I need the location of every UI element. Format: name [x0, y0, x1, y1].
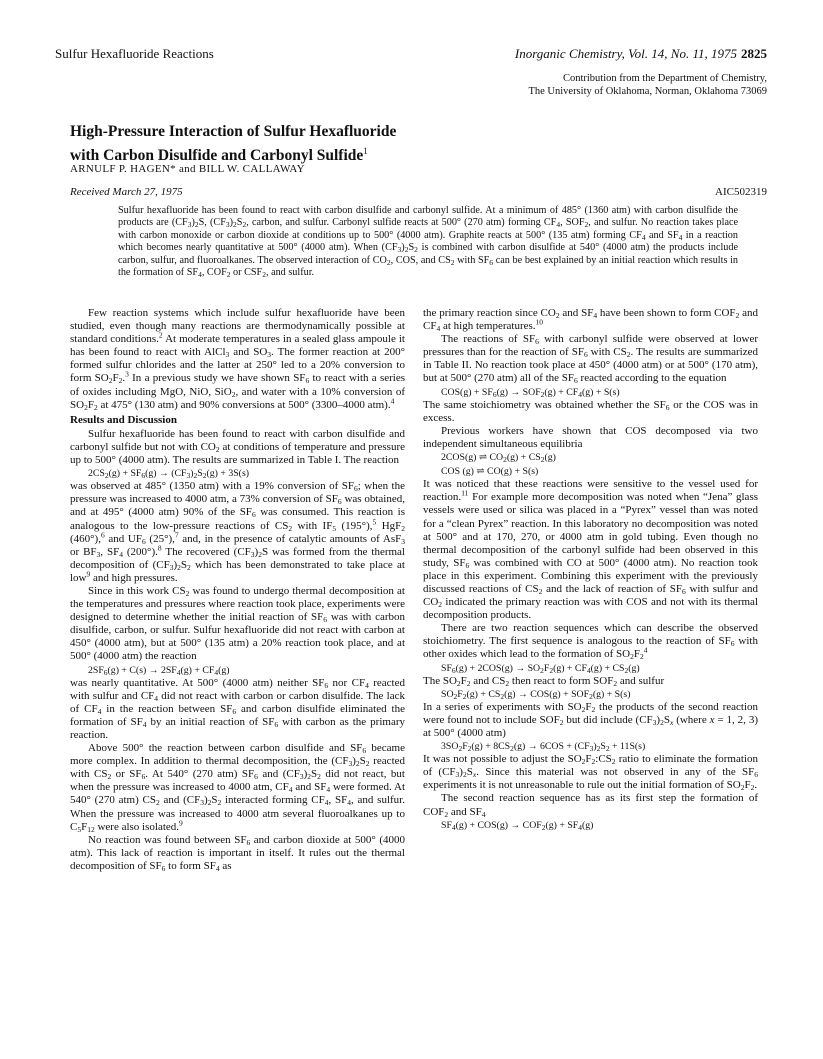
- paragraph: was nearly quantitative. At 500° (4000 atm) neither $SF_6$ nor $CF_4$ reacted with sulfur and $CF_4$ did not react with carbon or carbon disulfide. The lack of $CF_4$ in the reaction between $SF_6$ and carbon disulfide eliminated the formation of $SF_4$ by an initial reaction of $SF_6$ with carbon as the primary reaction.: [70, 676, 406, 741]
- paragraph: The reactions of $SF_6$ with carbonyl sulfide were observed at lower pressures than for the reaction of $SF_6$ with $CS_2$. The results are summarized in Table II. No reaction took place at 450° (4000 atm) or at 500° (170 atm), but at 500° (270 atm) all of the $SF_6$ reacted according to the equation: [423, 333, 759, 386]
- left-column: [70, 307, 405, 873]
- paragraph: The $SO_2F_2$ and $CS_2$ then react to form $SOF_2$ and sulfur: [423, 674, 665, 688]
- right-column: [423, 307, 758, 832]
- title-line-2: [70, 142, 510, 166]
- title-line-2-text: with Carbon Disulfide and Carbonyl Sulfide: [70, 146, 364, 164]
- journal-citation: [515, 46, 767, 62]
- equation: $SF_4(g) + COS(g) \to COF_2(g) + SF_4(g)$: [441, 819, 594, 832]
- title-footnote-ref: 1: [363, 145, 368, 156]
- paragraph: There are two reaction sequences which can describe the observed stoichiometry. The first sequence is analogous to the reaction of $SF_6$ with other oxides which lead to the formation of $SO_2F_2^4$: [423, 622, 758, 662]
- paragraph: Since in this work $CS_2$ was found to undergo thermal decomposition at the temperatures and pressures where reaction took place, experiments were designed to determine whether the initial reaction of $SF_6$ was with carbon disulfide, carbon, or sulfur. Sulfur hexafluoride did not react with carbon at 450° (4000 atm), but at 500° (135 atm) a 20% reaction took place, and at 500° (4000 atm) the reaction: [70, 584, 405, 663]
- equation: $3SO_2F_2(g) + 8CS_2(g) \to 6COS + (CF_3)_2S_2 + 11S(s)$: [441, 741, 646, 754]
- paragraph: Previous workers have shown that COS decomposed via two independent simultaneous equilibria: [423, 424, 758, 450]
- equation: COS (g) ⇌ CO(g) + S(s): [441, 466, 539, 478]
- equation: $SF_6(g) + 2COS(g) \to SO_2F_2(g) + CF_4(g) + CS_2(g)$: [441, 662, 640, 675]
- paragraph: The same stoichiometry was obtained whether the $SF_6$ or the COS was in excess.: [423, 398, 758, 424]
- equation: $COS(g) + SF_6(g) \to SOF_2(g) + CF_4(g) + S(s)$: [441, 386, 620, 399]
- paragraph: Few reaction systems which include sulfur hexafluoride have been studied, even though many reactions are thermodynamically possible at standard conditions.$^2$ At moderate temperatures in a sealed glass ampoule it has been found to react with AlCl$_3$ and $SO_3$. The former reaction at 200° formed sulfur chlorides and the latter at 250° led to a 20% conversion to form $SO_2F_2.^3$ In a previous study we have shown $SF_6$ to react with a series of oxides including MgO, NiO, SiO$_2$, and water with a 10% conversion of $SO_2F_2$ at 475° (130 atm) and 90% conversions at 500° (3300–4000 atm).$^4$: [70, 307, 405, 412]
- paragraph: The second reaction sequence has as its first step the formation of $COF_2$ and $SF_4$: [423, 792, 758, 819]
- paragraph: the primary reaction since $CO_2$ and $SF_4$ have been shown to form $COF_2$ and $CF_4$ at high temperatures.$^{10}$: [423, 307, 758, 334]
- equation: 2COS(g) ⇌ $CO_2(g) + CS_2(g)$: [441, 452, 556, 465]
- paragraph: was observed at 485° (1350 atm) with a 19% conversion of $SF_6$; when the pressure was increased to 4000 atm, a 73% conversion of $SF_6$ was obtained, and at 495° (4000 atm) 90% of the $SF_6$ was consumed. This reaction is analogous to the low-pressure reactions of $CS_2$ with $IF_5$ (195°),$^5$ HgF$_2$ (460°),$^6$ and $UF_6$ (25°),$^7$ and, in the presence of catalytic amounts of AsF$_3$ or $BF_3$, $SF_4$ (200°).$^8$ The recovered $(CF_3)_2S$ was formed from the thermal decomposition of $(CF_3)_2S_2$ which has been demonstrated to take place at low$^9$ and high pressures.: [70, 480, 406, 584]
- page-number: 2825: [741, 46, 767, 61]
- paragraph: It was not possible to adjust the $SO_2F_2:CS_2$ ratio to eliminate the formation of $(CF_3)_2S_x$. Since this material was not observed in any of the $SF_6$ experiments it is not unreasonable to rule out the initial formation of $SO_2F_2$.: [423, 753, 759, 793]
- paragraph: Sulfur hexafluoride has been found to react with carbon disulfide and carbonyl sulfide but not with $CO_2$ at conditions of temperature and pressure up to 500° (4000 atm). The results are summarized in Table I. The reaction: [70, 427, 406, 467]
- title-line-1: High-Pressure Interaction of Sulfur Hexafluoride: [70, 123, 397, 140]
- paragraph: In a series of experiments with $SO_2F_2$ the products of the second reaction were found not to include $SOF_2$ but did include $(CF_3)_2S_x$ (where x = 1, 2, 3) at 500° (4000 atm): [423, 700, 758, 739]
- abstract: Sulfur hexafluoride has been found to react with carbon disulfide and carbonyl sulfide. At a minimum of 485° (1360 atm) with carbon disulfide the products are $(CF_3)_2S$, $(CF_3)_2S_2$, carbon, and sulfur. Carbonyl sulfide reacts at 500° (270 atm) forming $CF_4$, $SOF_2$, and sulfur. No reaction takes place with carbon monoxide or carbon dioxide at conditions up to 500° (4000 atm). Graphite reacts at 500° (135 atm) forming $CF_4$ and $SF_4$ in a reaction which becomes nearly quantitative at 500° (4000 atm). When $(CF_3)_2S_2$ is combined with carbon disulfide at 540° (4000 atm) the products include carbon, sulfur, and fluoroalkanes. The observed interaction of $CO_2$, COS, and $CS_2$ with $SF_6$ can be best explained by an initial reaction which results in the formation of $SF_4$, $COF_2$ or $CSF_2$, and sulfur.: [118, 205, 739, 280]
- contribution-line-2: The University of Oklahoma, Norman, Oklahoma 73069: [528, 85, 767, 97]
- section-heading: Results and Discussion: [70, 413, 177, 426]
- paragraph: Above 500° the reaction between carbon disulfide and $SF_6$ became more complex. In addition to thermal decomposition, the $(CF_3)_2S_2$ reacted with $CS_2$ or $SF_6$. At 540° (270 atm) $SF_6$ and $(CF_3)_2S_2$ did not react, but when the pressure was increased to 4000 atm, $CF_4$ and $SF_4$ were formed. At 540° (270 atm) $CS_2$ and $(CF_3)_2S_2$ interacted forming $CF_4$, $SF_4$, and sulfur. When the pressure was increased to 4000 atm several fluoroalkanes up to $C_5F_{12}$ were also isolated.$^9$: [70, 742, 406, 834]
- contribution-line-1: Contribution from the Department of Chemistry,: [562, 73, 767, 84]
- equation: $SO_2F_2(g) + CS_2(g) \to COS(g) + SOF_2(g) + S(s)$: [441, 688, 631, 701]
- equation: $2SF_6(g) + C(s) \to 2SF_4(g) + CF_4(g)$: [88, 664, 230, 677]
- running-head-title: Sulfur Hexafluoride Reactions: [55, 46, 214, 61]
- equation: $2CS_2(g) + SF_6(g) \to (CF_3)_2S_2(g) + 3S(s)$: [88, 468, 250, 481]
- received-date: Received March 27, 1975: [70, 186, 183, 198]
- contribution-note: [528, 73, 767, 98]
- authors: ARNULF P. HAGEN* and BILL W. CALLAWAY: [70, 163, 305, 175]
- running-head: [55, 46, 767, 64]
- article-code: AIC502319: [715, 186, 767, 198]
- paragraph: It was noticed that these reactions were sensitive to the vessel used for reaction.$^{11}$ For example more decomposition was noted when “Jena” glass vessels were used or silica was placed in a “Pyrex” vessel than was noted for a “clean Pyrex” reaction. In this laboratory no decomposition was noted at 500° and at 170, 270, or 4000 atm in gold tubing. Even though no thermal decomposition of the carbonyl sulfide had been observed in this study, $SF_6$ was combined with CO at 500° (4000 atm). No reaction took place in this experiment. Combining this experiment with the previously discussed reactions of $CS_2$ and the lack of reaction of $SF_6$ with sulfur and $CO_2$ indicated the primary reaction was with COS and not with its thermal decomposition products.: [423, 478, 759, 622]
- article-title: [70, 123, 510, 165]
- journal-name: Inorganic Chemistry, Vol. 14, No. 11, 1975: [514, 46, 737, 61]
- paragraph: No reaction was found between $SF_6$ and carbon dioxide at 500° (4000 atm). This lack of reaction is important in itself. It rules out the thermal decomposition of $SF_6$ to form $SF_4$ as: [70, 833, 405, 873]
